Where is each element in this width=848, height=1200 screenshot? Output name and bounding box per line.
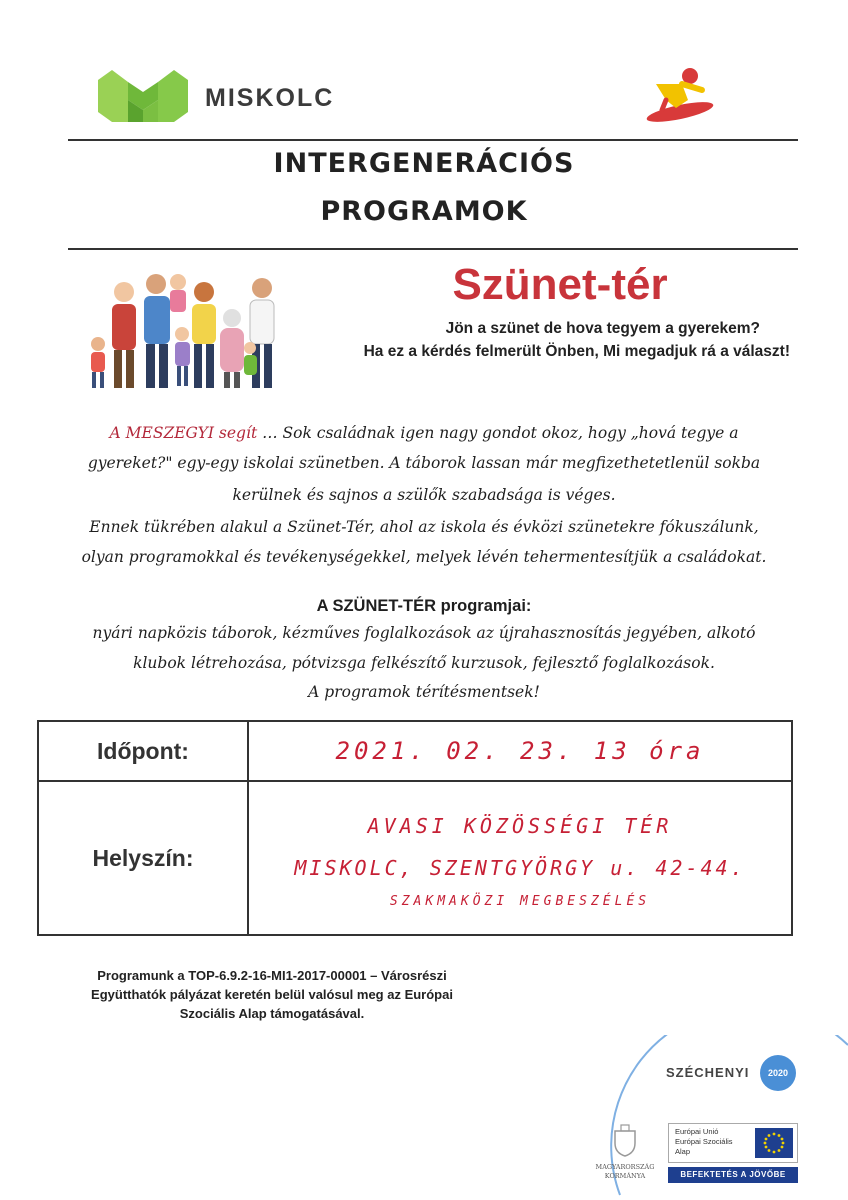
programs-line-3: A programok térítésmentsek! <box>308 683 540 701</box>
body-line-1 <box>0 424 848 442</box>
investment-banner: BEFEKTETÉS A JÖVŐBE <box>668 1167 798 1183</box>
intro-answer: Ha ez a kérdés felmerült Önben, Mi megadjuk rá a választ! <box>363 343 790 360</box>
eu-line-2: Európai Szociális <box>675 1137 733 1146</box>
szechenyi-2020-block <box>595 1035 848 1200</box>
page-title-line2: PROGRAMOK <box>320 196 528 227</box>
funding-note <box>62 966 482 1023</box>
szechenyi-2020-badge: 2020 <box>760 1055 796 1091</box>
brand-name: MISKOLC <box>205 84 335 112</box>
body-line-3: kerülnek és sajnos a szülők szabadsága is véges. <box>232 486 616 504</box>
miskolc-m-logo-icon <box>98 70 188 122</box>
time-value: 2021. 02. 23. 13 óra <box>335 737 705 765</box>
eu-line-3: Alap <box>675 1147 691 1156</box>
place-row <box>38 781 792 935</box>
body-line-1-rest: … Sok családnak igen nagy gondot okoz, hogy „hová tegye a <box>257 424 739 442</box>
szechenyi-label: SZÉCHENYI <box>666 1065 750 1080</box>
funding-line-1: Programunk a TOP-6.9.2-16-MI1-2017-00001 – Városrészi <box>97 968 447 983</box>
body-lead: A MESZEGYI segít <box>109 424 258 442</box>
funding-line-3: Szociális Alap támogatásával. <box>179 1006 365 1021</box>
hungary-crest-icon <box>608 1123 642 1157</box>
body-line-5: olyan programokkal és tevékenységekkel, melyek lévén tehermentesítjük a családokat. <box>81 548 767 566</box>
eu-fund-text <box>675 1127 733 1157</box>
body-line-2: gyereket?" egy-egy iskolai szünetben. A táborok lassan már megfizethetetlenül sokba <box>87 454 761 472</box>
header <box>0 0 848 140</box>
time-label: Időpont: <box>38 721 248 781</box>
funding-line-2: Együtthatók pályázat keretén belül valósul meg az Európai <box>91 987 453 1002</box>
eu-line-1: Európai Unió <box>675 1127 719 1136</box>
divider-top <box>68 139 798 141</box>
government-line-2: KORMÁNYA <box>604 1172 646 1180</box>
government-label <box>590 1163 660 1181</box>
body-line-4: Ennek tükrében alakul a Szünet-Tér, ahol az iskola és évközi szünetekre fókuszálunk, <box>89 518 759 536</box>
intro-question: Jön a szünet de hova tegyem a gyerekem? <box>445 320 760 337</box>
government-line-1: MAGYARORSZÁG <box>595 1163 655 1171</box>
place-label: Helyszín: <box>38 781 248 935</box>
programs-line-1: nyári napközis táborok, kézműves foglalkozások az újrahasznosítás jegyében, alkotó <box>92 624 756 642</box>
place-value-cell <box>248 781 792 935</box>
time-row <box>38 721 792 781</box>
eu-fund-box <box>668 1123 798 1163</box>
eu-flag-icon <box>755 1128 793 1158</box>
program-name: Szünet-tér <box>452 260 668 309</box>
time-value-cell <box>248 721 792 781</box>
snowboarder-logo-icon <box>636 64 718 126</box>
divider-bottom <box>68 248 798 250</box>
event-details-table <box>37 720 793 936</box>
place-line-2: MISKOLC, SZENTGYÖRGY u. 42-44. <box>294 855 746 880</box>
page-title-line1: INTERGENERÁCIÓS <box>273 148 575 179</box>
programs-line-2: klubok létrehozása, pótvizsga felkészítő kurzusok, fejlesztő foglalkozások. <box>133 654 715 672</box>
place-line-1: AVASI KÖZÖSSÉGI TÉR <box>367 813 673 838</box>
programs-heading: A SZÜNET-TÉR programjai: <box>316 597 532 615</box>
place-line-3: SZAKMAKÖZI MEGBESZÉLÉS <box>389 893 651 909</box>
